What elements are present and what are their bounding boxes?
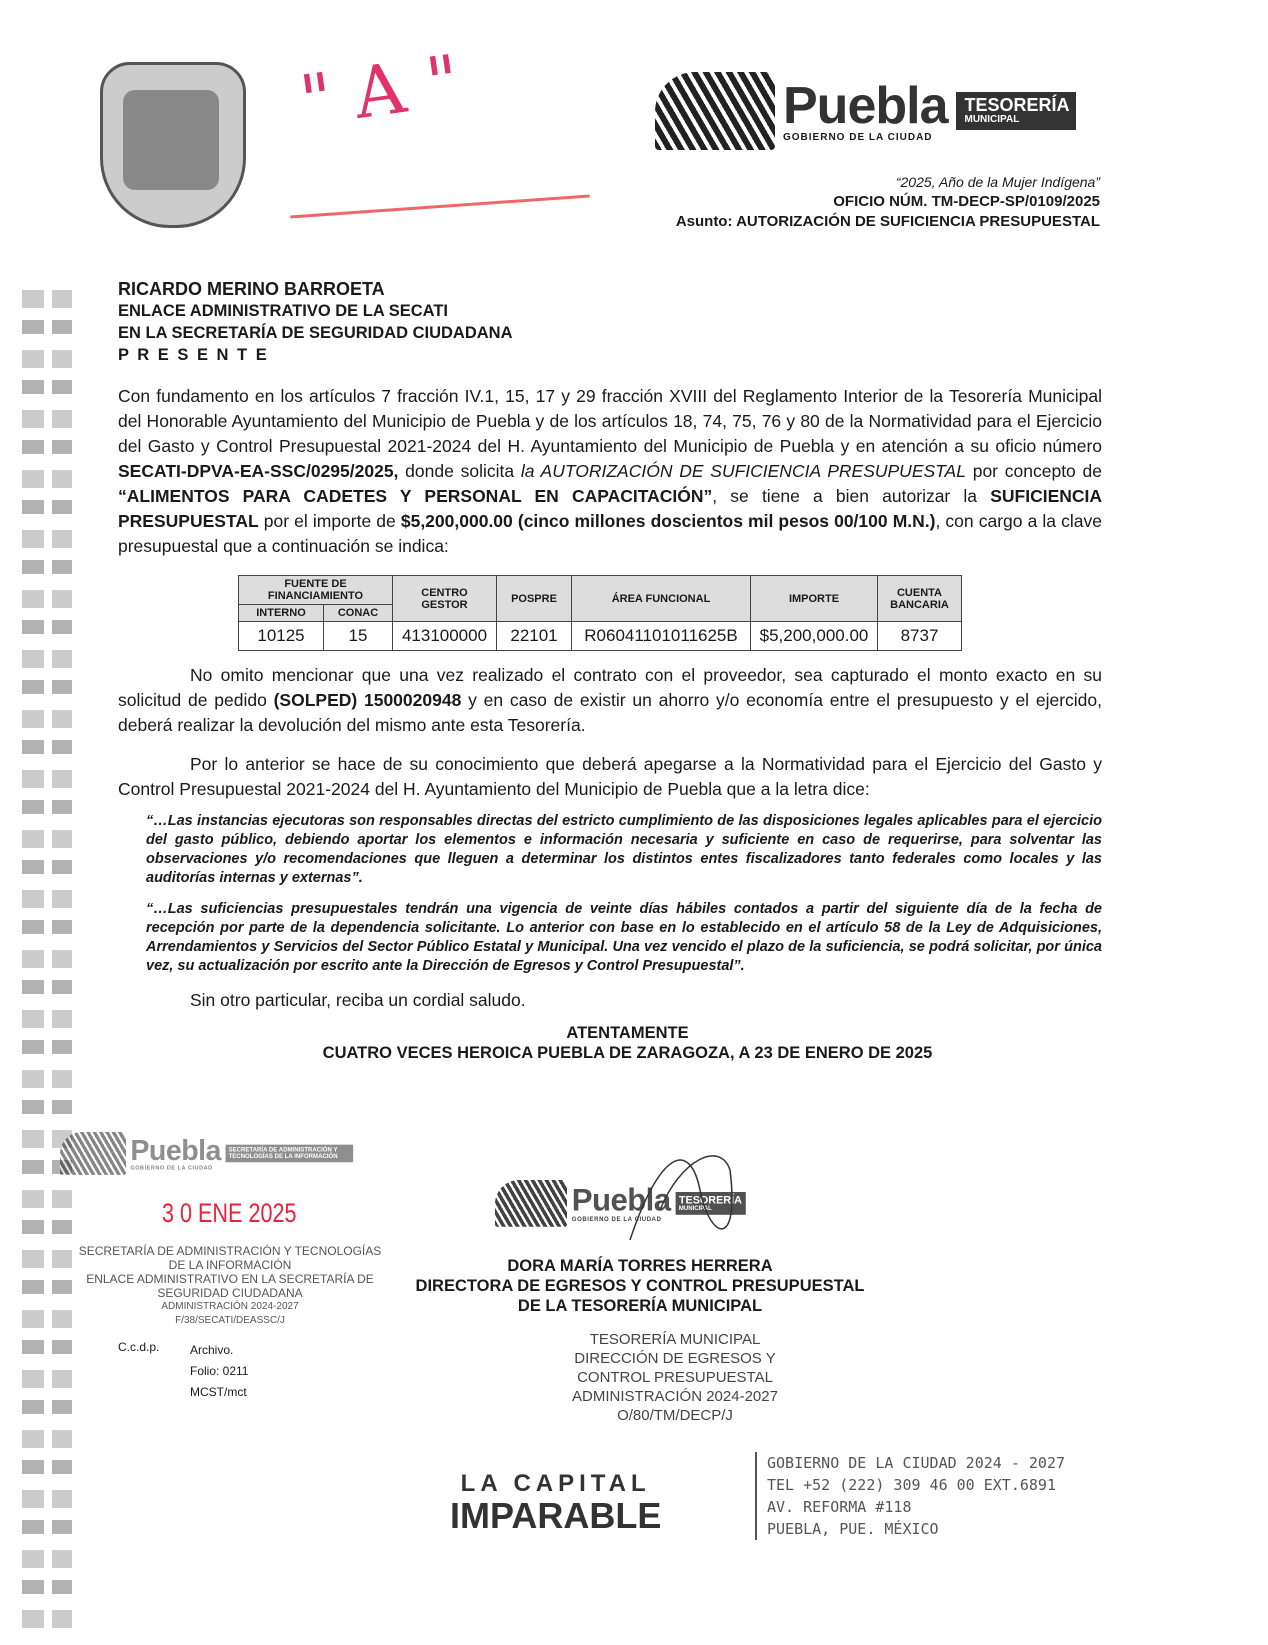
decorative-border — [22, 290, 82, 1630]
paragraph-1: Con fundamento en los artículos 7 fracción IV.1, 15, 17 y 29 fracción XVIII del Reglamento Interior de la Tesorería Municipal del Honorable Ayuntamiento del Municipio de Puebla y de los artículos 18, 74, 75, 76 y 80 de la Normatividad para el Ejercicio del Gasto y Control Presupuestal 2021-2024 del H. Ayuntamiento del Municipio de Puebla y en atención a su oficio número SECATI-DPVA-EA-SSC/0295/2025, donde solicita la AUTORIZACIÓN DE SUFICIENCIA PRESUPUESTAL por concepto de “ALIMENTOS PARA CADETES Y PERSONAL EN CAPACITACIÓN”, se tiene a bien autorizar la SUFICIENCIA PRESUPUESTAL por el importe de $5,200,000.00 (cinco millones doscientos mil pesos 00/100 M.N.), con cargo a la clave presupuestal que a continuación se indica: — [118, 386, 1103, 556]
tesoreria-logo: Puebla GOBIERNO DE LA CIUDAD TESORERÍA MUNICIPAL — [655, 72, 1076, 150]
table-row: 10125 15 413100000 22101 R06041101011625B $5,200,000.00 8737 — [239, 622, 962, 651]
signature — [620, 1140, 750, 1250]
quote-1: “…Las instancias ejecutoras son responsables directas del estricto cumplimiento de las disposiciones legales aplicables para el ejercicio del gasto público, debiendo aportar los elementos e información necesaria y suficiente en caso de requerirse, para solventar las observaciones y/o recomendaciones que lleguen a determinar los distintos entes fiscalizadores tanto federales como locales y las auditorías internas y externas”. — [146, 813, 1102, 886]
ccp-label: C.c.d.p. — [118, 1340, 160, 1354]
reception-date-stamp: 3 0 ENE 2025 — [162, 1198, 297, 1228]
quote-2: “…Las suficiencias presupuestales tendrán una vigencia de veinte días hábiles contados a partir del siguiente día de la fecha de recepción por parte de la dependencia solicitante. Lo anterior con base en lo establecido en el artículo 58 de la Ley de Adquisiciones, Arrendamientos y Servicios del Sector Público Estatal y Municipal. Una vez vencido el plazo de la suficiencia, se podrá solicitar, por única vez, su actualización por escrito ante la Dirección de Egresos y Control Presupuestal”. — [146, 901, 1102, 974]
budget-table: FUENTE DE FINANCIAMIENTO CENTRO GESTOR POSPRE ÁREA FUNCIONAL IMPORTE CUENTA BANCARIA INTERNO CONAC 10125 15 413100000 22101 R06041101011625B $5,200,000.00 8737 — [238, 575, 962, 651]
footer-address: GOBIERNO DE LA CIUDAD 2024 - 2027 TEL +52 (222) 309 46 00 EXT.6891 AV. REFORMA #118 PUEBLA, PUE. MÉXICO — [755, 1452, 1065, 1540]
closing: Sin otro particular, reciba un cordial saludo. — [190, 990, 526, 1010]
secati-logo: Puebla GOBIERNO DE LA CIUDAD SECRETARÍA DE ADMINISTRACIÓN Y TECNOLOGÍAS DE LA INFORMACIÓN — [60, 1132, 353, 1175]
handwritten-mark: " A " — [295, 39, 465, 143]
year-motto: “2025, Año de la Mujer Indígena” — [895, 174, 1100, 190]
addressee: RICARDO MERINO BARROETA ENLACE ADMINISTRATIVO DE LA SECATI EN LA SECRETARÍA DE SEGURIDAD CIUDADANA P R E S E N T E — [118, 279, 513, 364]
subject: Asunto: AUTORIZACIÓN DE SUFICIENCIA PRESUPUESTAL — [675, 213, 1100, 230]
paragraph-3: Por lo anterior se hace de su conocimiento que deberá apegarse a la Normatividad para el Ejercicio del Gasto y Control Presupuestal 2021-2024 del H. Ayuntamiento del Municipio de Puebla que a la letra dice: — [118, 754, 1102, 799]
signer: DORA MARÍA TORRES HERRERA DIRECTORA DE EGRESOS Y CONTROL PRESUPUESTAL DE LA TESORERÍA MUNICIPAL — [415, 1257, 865, 1315]
signature-stamp-logo: Puebla GOBIERNO DE LA CIUDAD TESORERÍA MUNICIPAL — [495, 1180, 746, 1227]
slogan: LA CAPITAL IMPARABLE — [450, 1470, 662, 1536]
tesoreria-stamp: TESORERÍA MUNICIPAL DIRECCIÓN DE EGRESOS Y CONTROL PRESUPUESTAL ADMINISTRACIÓN 2024-2027 O/80/TM/DECP/J — [572, 1331, 778, 1424]
paragraph-2: No omito mencionar que una vez realizado el contrato con el proveedor, sea capturado el monto exacto en su solicitud de pedido (SOLPED) 1500020948 y en caso de existir un ahorro y/o economía entre el presupuesto y el ejercido, deberá realizar la devolución del mismo ante esta Tesorería. — [118, 665, 1102, 735]
oficio-number: OFICIO NÚM. TM-DECP-SP/0109/2025 — [833, 193, 1100, 210]
ccp-list: Archivo. Folio: 0211 MCST/mct — [190, 1343, 249, 1399]
signature-header: ATENTAMENTE CUATRO VECES HEROICA PUEBLA DE ZARAGOZA, A 23 DE ENERO DE 2025 — [322, 1024, 933, 1062]
reception-stamp: SECRETARÍA DE ADMINISTRACIÓN Y TECNOLOGÍAS DE LA INFORMACIÓN ENLACE ADMINISTRATIVO EN LA SECRETARÍA DE SEGURIDAD CIUDADANA ADMINISTRACIÓN 2024-2027 F/38/SECATI/DEASSC/J — [78, 1244, 382, 1326]
letter-body — [118, 384, 1102, 1063]
city-seal — [100, 62, 246, 228]
